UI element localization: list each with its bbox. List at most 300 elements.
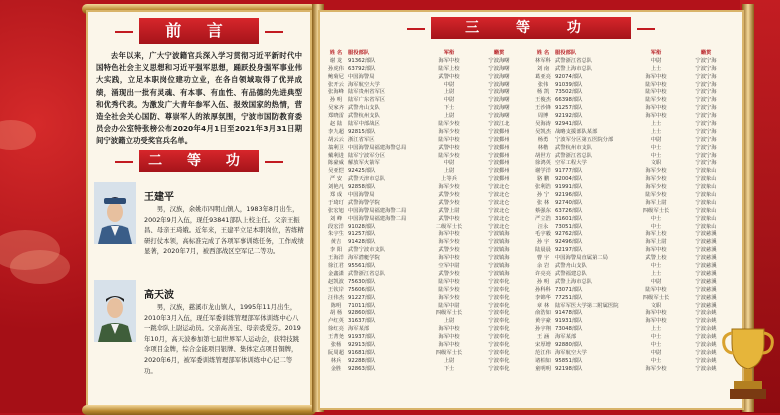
table-cell: 宁波余姚 — [695, 334, 717, 341]
table-row — [324, 287, 531, 295]
table-cell: 宁波宁海 — [695, 121, 717, 128]
table-row — [324, 342, 531, 350]
table-row — [324, 113, 531, 121]
table-cell: 汪伟杰 — [328, 294, 344, 301]
table-cell: 上等兵 — [441, 176, 457, 183]
table-cell: 31637部队 — [348, 318, 376, 325]
table-cell: 胡云云 — [328, 136, 344, 143]
table-cell: 金胜 — [330, 365, 342, 372]
table-row — [531, 113, 738, 121]
table-row — [324, 326, 531, 334]
table-cell: 陆军中尉 — [438, 302, 460, 309]
table-cell: 91028部队 — [348, 223, 376, 230]
table-cell: 92197部队 — [555, 247, 583, 254]
second-class-title: 二 等 功 — [139, 150, 259, 172]
honoree-bio: 男，汉族，慈溪市龙山镇人，1995年11月出生，2010年3月入伍，现任军委训练管理部军体训练中心八一跳伞队上尉运动员。父亲高善宝、母亲裘爱芬。2019年10月，高天波参加第七届世界军人运动会，获特技跳伞项目金牌，综合金能项目银牌、集体定点项目铜牌，2020年6月，被军委训练管理部军体训练中心记二等功。 — [144, 303, 301, 375]
table-cell: 陆晨晨 — [535, 247, 551, 254]
table-cell: 宁波奉化 — [488, 294, 510, 301]
table-cell: 陈明 — [330, 302, 342, 309]
table-cell: 上尉 — [443, 357, 455, 364]
table-cell: 蔡强东 — [535, 207, 551, 214]
table-row — [324, 334, 531, 342]
table-cell: 郑晓雷 — [328, 113, 344, 120]
table-cell: 宁波鄞州 — [488, 168, 510, 175]
table-cell: 宁波镇海 — [488, 270, 510, 277]
table-row — [531, 318, 738, 326]
table-cell: 91478部队 — [555, 310, 583, 317]
table-cell: 海军上校 — [645, 231, 667, 238]
table-cell: 段宏洋 — [328, 223, 344, 230]
table-row — [324, 295, 531, 303]
table-cell: 92740部队 — [555, 199, 583, 206]
table-cell: 宁波余姚 — [695, 365, 717, 372]
table-cell: 文职 — [650, 160, 662, 167]
table-cell: 中士 — [650, 152, 662, 159]
table-cell: 宁波奉化 — [488, 286, 510, 293]
table-cell: 宁波海曙 — [488, 57, 510, 64]
table-cell: 张利浩 — [535, 184, 551, 191]
table-cell: 95851部队 — [555, 357, 583, 364]
table-cell: 宁波慈溪 — [695, 270, 717, 277]
table-cell: 宁波慈溪 — [695, 302, 717, 309]
table-cell: 武警上海市总队 — [555, 278, 593, 285]
table-cell: 黄宇豪 — [535, 318, 551, 325]
table-cell: 张 林 — [536, 199, 550, 206]
table-cell: 四级军士长 — [642, 207, 670, 214]
table-cell: 空军工程大学 — [555, 160, 587, 167]
table-cell: 宁波鄞州 — [488, 152, 510, 159]
table-cell: 中士 — [650, 215, 662, 222]
table-cell: 海军航空大学 — [555, 349, 587, 356]
table-cell: 宁波象山 — [695, 207, 717, 214]
table-cell: 宁波鄞州 — [488, 136, 510, 143]
table-cell: 上尉 — [443, 89, 455, 96]
table-row — [531, 334, 738, 342]
table-cell: 宁波余姚 — [695, 349, 717, 356]
cloud-decor — [0, 120, 36, 150]
table-cell: 王钦岸 — [328, 286, 344, 293]
table-cell: 海军中校 — [645, 105, 667, 112]
table-cell: 73051部队 — [555, 223, 583, 230]
table-cell: 徐鸿英 — [535, 160, 551, 167]
table-row — [531, 192, 738, 200]
table-cell: 严立浩 — [535, 215, 551, 222]
table-row — [324, 137, 531, 145]
table-cell: 宁波慈溪 — [695, 286, 717, 293]
table-cell: 宁波象山 — [695, 192, 717, 199]
table-cell: 武警少校 — [438, 270, 460, 277]
table-cell: 鲍菊尼 — [328, 73, 344, 80]
table-cell: 徐江君 — [328, 263, 344, 270]
table-cell: 中国海警局福建海警二局 — [348, 207, 407, 214]
table-cell: 武警天津市总队 — [348, 176, 386, 183]
table-cell: 郑 成 — [329, 192, 343, 199]
table-cell: 吴亚恺 — [328, 168, 344, 175]
table-row — [531, 121, 738, 129]
table-cell: 刘艳凡 — [328, 184, 344, 191]
table-cell: 92074部队 — [555, 73, 583, 80]
table-cell: 陆军少校 — [438, 286, 460, 293]
table-cell: 宁波海曙 — [488, 97, 510, 104]
table-row — [531, 366, 738, 374]
table-cell: 浙江省军区 — [348, 136, 375, 143]
table-cell: 92863部队 — [348, 365, 376, 372]
table-cell: 朱宇生 — [328, 231, 344, 238]
table-row — [531, 176, 738, 184]
table-cell: 赵凯波 — [328, 278, 344, 285]
table-cell: 林军科 — [535, 57, 551, 64]
table-cell: 宁波象山 — [695, 223, 717, 230]
table-cell: 翁利卫 — [328, 144, 344, 151]
table-row — [324, 105, 531, 113]
table-cell: 宁波奉化 — [488, 334, 510, 341]
table-cell: 宁波宁海 — [695, 81, 717, 88]
table-cell: 海军中校 — [645, 310, 667, 317]
table-cell: 91937部队 — [348, 334, 376, 341]
table-header-row — [531, 50, 738, 58]
table-cell: 92762部队 — [555, 231, 583, 238]
table-cell: 武警中校 — [438, 144, 460, 151]
table-cell: 73502部队 — [555, 89, 583, 96]
table-cell: 徐红亮 — [328, 326, 344, 333]
table-cell: 宁波镇海 — [488, 247, 510, 254]
table-cell: 海军某部 — [348, 326, 370, 333]
table-cell: 宁波象山 — [695, 215, 717, 222]
table-cell: 宁波慈溪 — [695, 231, 717, 238]
table-cell: 童明明 — [535, 365, 551, 372]
table-cell: 孙 明 — [329, 97, 343, 104]
table-cell: 黄吉 — [330, 239, 342, 246]
table-cell: 海军少校 — [645, 176, 667, 183]
table-cell: 吴凯杰 — [535, 128, 551, 135]
table-cell: 宁波奉化 — [488, 326, 510, 333]
table-row — [531, 137, 738, 145]
table-header-cell: 军衔 — [650, 50, 662, 56]
table-column-left — [324, 50, 531, 374]
table-cell: 宁波慈溪 — [695, 263, 717, 270]
table-row — [324, 247, 531, 255]
honoree-name: 高天波 — [144, 290, 174, 301]
table-cell: 77251部队 — [555, 294, 583, 301]
table-cell: 中士 — [650, 144, 662, 151]
table-row — [324, 74, 531, 82]
table-row — [324, 66, 531, 74]
preface-title: 前 言 — [139, 18, 259, 44]
table-cell: 陆军中校 — [645, 286, 667, 293]
scroll-rod-bottom-left — [82, 405, 316, 415]
table-cell: 海军中校 — [438, 231, 460, 238]
table-cell: 宁波军分区第五医院分部 — [555, 136, 614, 143]
table-cell: 中国海警局福建海警总局 — [348, 144, 407, 151]
table-cell: 91257部队 — [555, 105, 583, 112]
table-cell: 63726部队 — [555, 207, 583, 214]
table-cell: 孙 明 — [536, 278, 550, 285]
table-cell: 吴家齐 — [328, 105, 344, 112]
table-cell: 宁波宁海 — [695, 136, 717, 143]
table-cell: 武警上尉 — [438, 207, 460, 214]
table-cell: 海军潜艇学院 — [348, 255, 380, 262]
table-row — [531, 295, 738, 303]
table-row — [531, 74, 738, 82]
table-cell: 92196部队 — [555, 192, 583, 199]
table-cell: 陆军少校 — [438, 121, 460, 128]
portrait-icon — [94, 182, 136, 244]
table-row — [324, 58, 531, 66]
table-cell: 武警浙江省总队 — [348, 270, 386, 277]
table-cell: 宁波北仑 — [488, 207, 510, 214]
table-cell: 91257部队 — [348, 231, 376, 238]
table-cell: 武警舟山支队 — [555, 263, 587, 270]
table-cell: 空军中尉 — [438, 263, 460, 270]
table-cell: 宁波奉化 — [488, 349, 510, 356]
table-cell: 宁波奉化 — [488, 318, 510, 325]
table-cell: 刘 南 — [536, 65, 550, 72]
table-row — [531, 326, 738, 334]
table-cell: 上士 — [650, 65, 662, 72]
table-cell: 宁波海曙 — [488, 105, 510, 112]
table-cell: 阮周超 — [328, 349, 344, 356]
table-cell: 陆军中校 — [438, 278, 460, 285]
table-row — [324, 358, 531, 366]
table-cell: 上尉 — [443, 168, 455, 175]
table-cell: 武警宁波市支队 — [348, 247, 386, 254]
table-row — [531, 105, 738, 113]
table-cell: 92913部队 — [348, 341, 376, 348]
table-row — [531, 271, 738, 279]
table-cell: 葛亚亮 — [535, 73, 551, 80]
table-cell: 陆军少校 — [645, 192, 667, 199]
table-cell: 宁波海曙 — [488, 65, 510, 72]
table-cell: 宁波慈溪 — [695, 278, 717, 285]
table-row — [324, 208, 531, 216]
table-cell: 宁波北仑 — [488, 215, 510, 222]
table-cell: 海军少校 — [645, 365, 667, 372]
table-cell: 海军中校 — [438, 57, 460, 64]
table-cell: 谢学洋 — [535, 168, 551, 175]
table-cell: 宁波宁海 — [695, 152, 717, 159]
table-row — [324, 200, 531, 208]
table-cell: 卢红英 — [328, 318, 344, 325]
table-cell: 海军中校 — [645, 113, 667, 120]
table-header-cell: 服役部队 — [348, 50, 370, 56]
table-cell: 谢 龙 — [329, 57, 343, 64]
table-cell: 海军中校 — [645, 73, 667, 80]
portrait-icon — [94, 280, 136, 342]
table-row — [531, 216, 738, 224]
table-cell: 92880部队 — [555, 341, 583, 348]
table-cell: 宋厚增 — [535, 341, 551, 348]
table-cell: 宁波奉化 — [488, 365, 510, 372]
table-cell: 中尉 — [443, 97, 455, 104]
cloud-decor — [10, 250, 70, 284]
table-cell: 武警上校 — [645, 255, 667, 262]
table-cell: 宁波象山 — [695, 168, 717, 175]
table-cell: 92815部队 — [348, 128, 376, 135]
table-cell: 中尉 — [650, 278, 662, 285]
table-cell: 宁波宁海 — [695, 105, 717, 112]
table-cell: 章 林 — [536, 302, 550, 309]
table-cell: 陆军少校 — [438, 152, 460, 159]
table-cell: 上士 — [650, 121, 662, 128]
table-row — [324, 271, 531, 279]
table-cell: 宁波慈溪 — [695, 294, 717, 301]
table-cell: 四级军士长 — [435, 310, 463, 317]
table-cell: 海军少校 — [438, 239, 460, 246]
background-left-decor — [0, 0, 90, 413]
table-cell: 宁波慈溪 — [695, 255, 717, 262]
table-cell: 中士 — [650, 334, 662, 341]
table-row — [531, 129, 738, 137]
table-cell: 宁波余姚 — [695, 318, 717, 325]
table-cell: 宁波宁海 — [695, 128, 717, 135]
table-cell: 下士 — [443, 365, 455, 372]
honoree-photo — [94, 280, 136, 342]
table-cell: 66398部队 — [555, 97, 583, 104]
table-cell: 陈豪威 — [328, 160, 344, 167]
table-cell: 陆军广东省军区 — [348, 97, 386, 104]
table-cell: 中尉 — [650, 57, 662, 64]
table-cell: 武警上海市总队 — [555, 65, 593, 72]
table-cell: 中国海警局 — [348, 73, 375, 80]
table-cell: 武警少校 — [438, 192, 460, 199]
table-cell: 宁波镇海 — [488, 239, 510, 246]
table-cell: 武警舟山支队 — [348, 105, 380, 112]
table-cell: 下士 — [443, 105, 455, 112]
table-cell: 宁波奉化 — [488, 341, 510, 348]
table-cell: 戴利进 — [328, 152, 344, 159]
table-row — [324, 176, 531, 184]
table-cell: 宁波余姚 — [695, 326, 717, 333]
table-cell: 宁波海曙 — [488, 73, 510, 80]
table-cell: 中国海警局福建海警二局 — [348, 215, 407, 222]
table-row — [324, 184, 531, 192]
table-cell: 陆军中校 — [645, 81, 667, 88]
table-cell: 上士 — [650, 128, 662, 135]
table-cell: 毛宇毅 — [535, 231, 551, 238]
table-cell: 宁波鄞州 — [488, 128, 510, 135]
table-cell: 中士 — [650, 263, 662, 270]
table-cell: 宁波海曙 — [488, 89, 510, 96]
table-cell: 陆军贵州省军区 — [348, 89, 386, 96]
table-cell: 孙 宁 — [536, 192, 550, 199]
table-cell: 71011部队 — [348, 302, 376, 309]
table-cell: 海军中校 — [438, 326, 460, 333]
table-cell: 宁波余姚 — [695, 310, 717, 317]
table-cell: 海军少校 — [645, 168, 667, 175]
table-cell: 92860部队 — [348, 310, 376, 317]
table-cell: 武警福建总队 — [555, 270, 587, 277]
table-cell: 73048部队 — [555, 326, 583, 333]
table-cell: 杨勇 — [537, 136, 549, 143]
table-cell: 中国海警局直属第二局 — [555, 255, 608, 262]
table-cell: 宁波宁海 — [695, 144, 717, 151]
table-cell: 孙 宇 — [536, 239, 550, 246]
table-row — [324, 255, 531, 263]
table-row — [531, 58, 738, 66]
table-cell: 王沙锋 — [535, 105, 551, 112]
table-header-cell: 姓 名 — [536, 50, 550, 56]
table-cell: 92858部队 — [348, 184, 376, 191]
table-row — [531, 200, 738, 208]
table-cell: 上士 — [650, 326, 662, 333]
table-cell: 陆军宁波军分区 — [348, 152, 386, 159]
table-cell: 武警杭州市支队 — [555, 144, 593, 151]
table-cell: 孙宇翔 — [535, 326, 551, 333]
table-cell: 李 阳 — [329, 247, 343, 254]
table-cell: 四级军士长 — [435, 349, 463, 356]
table-header-cell: 籍贯 — [493, 50, 505, 56]
table-cell: 武警中校 — [438, 215, 460, 222]
table-cell: 宁波象山 — [695, 199, 717, 206]
table-cell: 二级军士长 — [435, 223, 463, 230]
table-cell: 宁波镇海 — [488, 231, 510, 238]
table-cell: 宁波鄞州 — [488, 176, 510, 183]
table-cell: 中尉 — [650, 136, 662, 143]
table-cell: 海军中校 — [438, 255, 460, 262]
table-cell: 中士 — [650, 341, 662, 348]
table-cell: 宁波海曙 — [488, 81, 510, 88]
table-cell: 张开云 — [328, 81, 344, 88]
table-cell: 杨 凯 — [536, 89, 550, 96]
table-cell: 林楷 — [537, 144, 549, 151]
table-cell: 张杨 — [330, 341, 342, 348]
table-cell: 92425部队 — [348, 168, 376, 175]
table-row — [531, 263, 738, 271]
table-cell: 于琦玎 — [328, 199, 344, 206]
table-cell: 范江伟 — [535, 349, 551, 356]
table-cell: 张伟 — [537, 81, 549, 88]
table-row — [324, 145, 531, 153]
table-cell: 宁波象山 — [695, 184, 717, 191]
table-cell: 上尉 — [443, 318, 455, 325]
table-cell: 73071部队 — [555, 286, 583, 293]
table-cell: 宁波奉化 — [488, 310, 510, 317]
table-cell: 陆军中部战区 — [348, 121, 380, 128]
table-cell: 宁波宁海 — [695, 97, 717, 104]
table-cell: 宁波慈溪 — [695, 247, 717, 254]
table-cell: 诸柏如 — [535, 357, 551, 364]
table-row — [531, 279, 738, 287]
table-cell: 海军少校 — [438, 128, 460, 135]
table-cell: 张海峰 — [328, 89, 344, 96]
honoree-name: 王建平 — [144, 192, 174, 203]
table-cell: 林兵 — [330, 357, 342, 364]
table-cell: 胡世方 — [535, 152, 551, 159]
table-cell: 张宏旭 — [328, 207, 344, 214]
table-cell: 金鑫潇 — [328, 270, 344, 277]
trophy-icon — [720, 323, 776, 403]
table-cell: 孙科科 — [535, 286, 551, 293]
table-cell: 王 涵 — [536, 334, 550, 341]
table-cell: 宁波镇海 — [488, 263, 510, 270]
table-cell: 海军中校 — [438, 334, 460, 341]
table-cell: 海军某部 — [555, 334, 577, 341]
table-cell: 赵 陆 — [329, 121, 343, 128]
table-cell: 宁波北仑 — [488, 184, 510, 191]
table-header-cell: 姓 名 — [329, 50, 343, 56]
table-header-cell: 籍贯 — [700, 50, 712, 56]
table-cell: 95561部队 — [348, 263, 376, 270]
table-cell: 92192部队 — [555, 113, 583, 120]
table-cell: 陆军中校 — [645, 89, 667, 96]
table-row — [531, 255, 738, 263]
table-cell: 宁波江北 — [488, 121, 510, 128]
table-cell: 武警杭州支队 — [348, 113, 380, 120]
table-cell: 武警中校 — [438, 73, 460, 80]
table-cell: 宁波鄞州 — [488, 144, 510, 151]
table-cell: 俞浩如 — [535, 310, 551, 317]
table-cell: 武警少校 — [438, 199, 460, 206]
